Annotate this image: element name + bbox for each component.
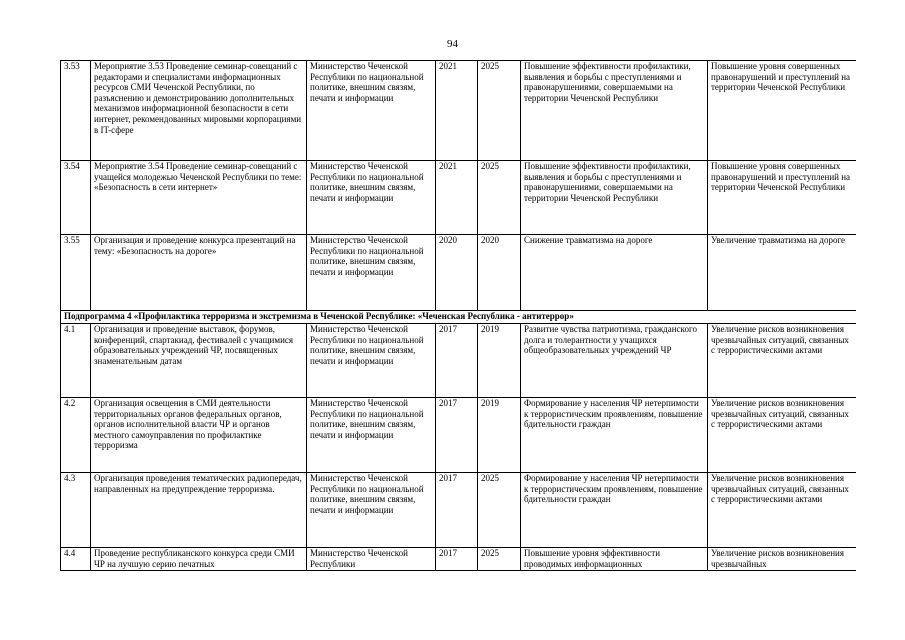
end-year-cell: 2025 (478, 61, 521, 161)
start-year-cell: 2021 (436, 161, 478, 235)
expected-result-cell: Повышение эффективности профилактики, выявления и борьбы с преступлениями и правонарушениями, совершаемыми на территории Чеченской Республики (521, 161, 708, 235)
start-year-cell: 2017 (436, 473, 478, 548)
end-year-cell: 2020 (478, 235, 521, 311)
end-year-cell: 2025 (478, 548, 521, 571)
end-year-cell: 2019 (478, 398, 521, 473)
start-year-cell: 2017 (436, 548, 478, 571)
expected-result-cell: Повышение уровня эффективности проводимых информационных (521, 548, 708, 571)
activity-cell: Организация освещения в СМИ деятельности территориальных органов федеральных органов, органов исполнительной власти ЧР и органов местного самоуправления по профилактике терроризма (91, 398, 307, 473)
table-row (61, 235, 856, 311)
activity-cell: Мероприятие 3.54 Проведение семинар-совещаний с учащейся молодежью Чеченской Республики по теме: «Безопасность в сети интернет» (91, 161, 307, 235)
executor-cell: Министерство Чеченской Республики по национальной политике, внешним связям, печати и информации (307, 61, 436, 161)
table-row (61, 398, 856, 473)
start-year-cell: 2021 (436, 61, 478, 161)
start-year-cell: 2017 (436, 398, 478, 473)
table-row (61, 324, 856, 398)
end-year-cell: 2019 (478, 324, 521, 398)
executor-cell: Министерство Чеченской Республики по национальной политике, внешним связям, печати и информации (307, 324, 436, 398)
expected-result-cell: Формирование у населения ЧР нетерпимости к террористическим проявлениям, повышение бдительности граждан (521, 398, 708, 473)
consequence-cell: Увеличение рисков возникновения чрезвычайных ситуаций, связанных с террористическими актами (708, 324, 856, 398)
consequence-cell: Увеличение травматизма на дороге (708, 235, 856, 311)
consequence-cell: Повышение уровня совершенных правонарушений и преступлений на территории Чеченской Республики (708, 61, 856, 161)
section-row (61, 311, 856, 324)
measures-table (60, 60, 856, 571)
row-number: 3.54 (61, 161, 91, 235)
activity-cell: Организация и проведение конкурса презентаций на тему: «Безопасность на дороге» (91, 235, 307, 311)
row-number: 3.55 (61, 235, 91, 311)
end-year-cell: 2025 (478, 473, 521, 548)
end-year-cell: 2025 (478, 161, 521, 235)
table-row (61, 161, 856, 235)
expected-result-cell: Формирование у населения ЧР нетерпимости к террористическим проявлениям, повышение бдительности граждан (521, 473, 708, 548)
table-row (61, 61, 856, 161)
start-year-cell: 2020 (436, 235, 478, 311)
row-number: 4.4 (61, 548, 91, 571)
start-year-cell: 2017 (436, 324, 478, 398)
executor-cell: Министерство Чеченской Республики по национальной политике, внешним связям, печати и информации (307, 161, 436, 235)
page-number: 94 (447, 38, 458, 50)
row-number: 4.2 (61, 398, 91, 473)
executor-cell: Министерство Чеченской Республики по национальной политике, внешним связям, печати и информации (307, 398, 436, 473)
expected-result-cell: Развитие чувства патриотизма, гражданского долга и толерантности у учащихся общеобразовательных учреждений ЧР (521, 324, 708, 398)
consequence-cell: Увеличение рисков возникновения чрезвычайных ситуаций, связанных с террористическими актами (708, 473, 856, 548)
executor-cell: Министерство Чеченской Республики по национальной политике, внешним связям, печати и информации (307, 235, 436, 311)
consequence-cell: Увеличение рисков возникновения чрезвычайных ситуаций, связанных с террористическими актами (708, 398, 856, 473)
executor-cell: Министерство Чеченской Республики (307, 548, 436, 571)
activity-cell: Проведение республиканского конкурса среди СМИ ЧР на лучшую серию печатных (91, 548, 307, 571)
row-number: 4.3 (61, 473, 91, 548)
executor-cell: Министерство Чеченской Республики по национальной политике, внешним связям, печати и информации (307, 473, 436, 548)
subprogram-heading: Подпрограмма 4 «Профилактика терроризма и экстремизма в Чеченской Республике: «Чеченская Республика - антитеррор» (61, 311, 856, 324)
activity-cell: Мероприятие 3.53 Проведение семинар-совещаний с редакторами и специалистами информационных ресурсов СМИ Чеченской Республики, по разъяснению и демонстрированию дополнительных механизмов информационной безопасности в сети интернет, рекомендованных мировыми корпорациями в IT-сфере (91, 61, 307, 161)
expected-result-cell: Снижение травматизма на дороге (521, 235, 708, 311)
table-row (61, 548, 856, 571)
row-number: 4.1 (61, 324, 91, 398)
expected-result-cell: Повышение эффективности профилактики, выявления и борьбы с преступлениями и правонарушениями, совершаемыми на территории Чеченской Республики (521, 61, 708, 161)
activity-cell: Организация и проведение выставок, форумов, конференций, спартакиад, фестивалей с учащимися образовательных учреждений ЧР, посвященных знаменательным датам (91, 324, 307, 398)
activity-cell: Организация проведения тематических радиопередач, направленных на предупреждение терроризма. (91, 473, 307, 548)
consequence-cell: Увеличение рисков возникновения чрезвычайных (708, 548, 856, 571)
row-number: 3.53 (61, 61, 91, 161)
table-row (61, 473, 856, 548)
consequence-cell: Повышение уровня совершенных правонарушений и преступлений на территории Чеченской Республики (708, 161, 856, 235)
